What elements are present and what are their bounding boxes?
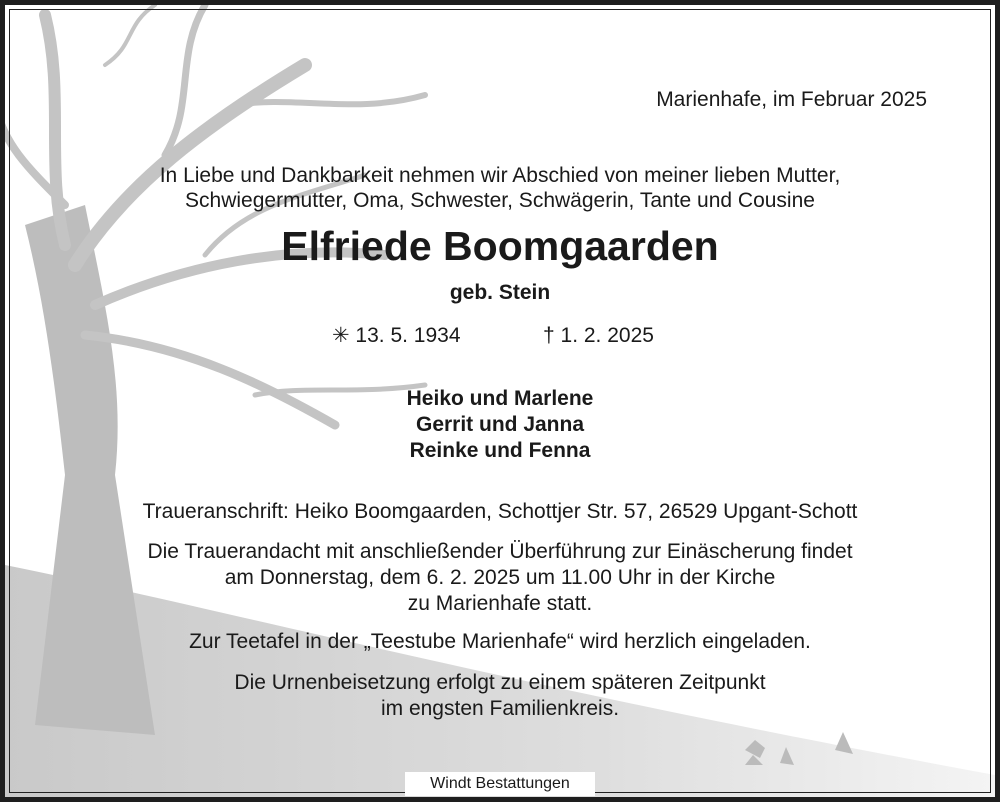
mourner-2: Gerrit und Janna	[415, 413, 585, 436]
mourner-1: Heiko und Marlene	[406, 387, 594, 410]
mourning-address: Traueranschrift: Heiko Boomgaarden, Schottjer Str. 57, 26529 Upgant-Schott	[142, 500, 858, 523]
place-date: Marienhafe, im Februar 2025	[656, 88, 927, 111]
service-line-2: am Donnerstag, dem 6. 2. 2025 um 11.00 Uhr in der Kirche	[224, 566, 776, 589]
service-line-3: zu Marienhafe statt.	[407, 592, 593, 615]
death-date: † 1. 2. 2025	[543, 324, 654, 347]
intro-line-2: Schwiegermutter, Oma, Schwester, Schwägerin, Tante und Cousine	[185, 189, 815, 212]
service-line-1: Die Trauerandacht mit anschließender Überführung zur Einäscherung findet	[147, 540, 853, 563]
mourner-3: Reinke und Fenna	[409, 439, 591, 462]
deceased-name: Elfriede Boomgaarden	[281, 223, 719, 269]
birth-date: ✳ 13. 5. 1934	[332, 324, 461, 347]
obituary-notice	[5, 5, 995, 797]
intro-line-1: In Liebe und Dankbarkeit nehmen wir Abschied von meiner lieben Mutter,	[159, 164, 841, 187]
maiden-name: geb. Stein	[449, 281, 551, 304]
burial-line-2: im engsten Familienkreis.	[380, 697, 620, 720]
funeral-home: Windt Bestattungen	[405, 772, 595, 796]
burial-line-1: Die Urnenbeisetzung erfolgt zu einem späteren Zeitpunkt	[234, 671, 766, 694]
tea-invitation: Zur Teetafel in der „Teestube Marienhafe“ wird herzlich eingeladen.	[189, 630, 811, 653]
